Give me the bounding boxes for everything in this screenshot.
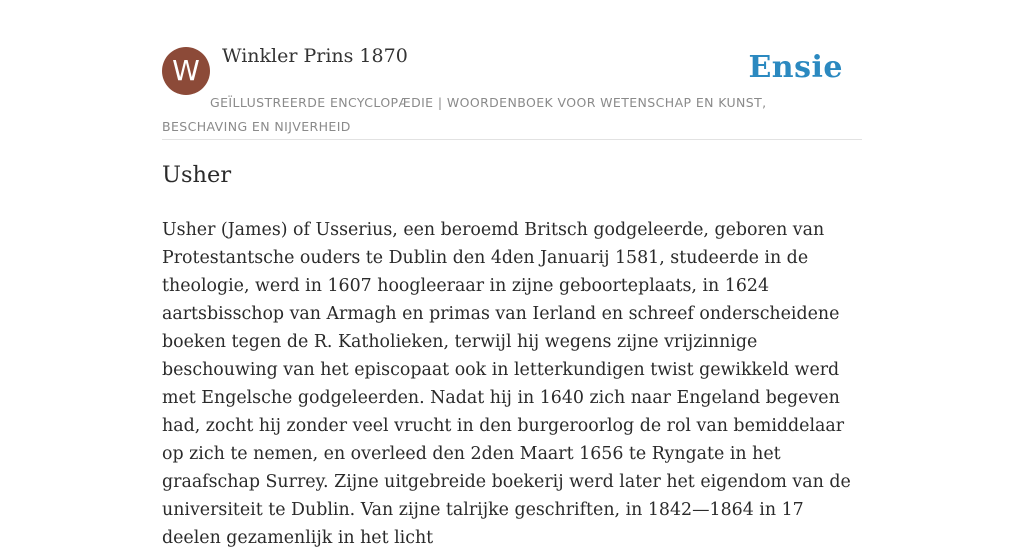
source-title[interactable]: Winkler Prins 1870 bbox=[222, 45, 408, 67]
article-body: Usher (James) of Usserius, een beroemd Britsch godgeleerde, geboren van Protestantsche ouders te Dublin den 4den Januarij 1581, studeerde in de theologie, werd in 1607 hoogleeraar in zijne geboorteplaats, in 1624 aartsbisschop van Armagh en primas van Ierland en schreef onderscheidene boeken tegen de R. Katholieken, terwijl hij wegens zijne vrijzinnige beschouwing van het episcopaat ook in letterkundigen twist gewikkeld werd met Engelsche godgeleerden. Nadat hij in 1640 zich naar Engeland begeven had, zocht hij zonder veel vrucht in den burgeroorlog de rol van bemiddelaar op zich te nemen, en overleed den 2den Maart 1656 te Ryngate in het graafschap Surrey. Zijne uitgebreide boekerij werd later het eigendom van de universiteit te Dublin. Van zijne talrijke geschriften, in 1842—1864 in 17 deelen gezamenlijk in het licht bbox=[162, 220, 851, 548]
brand-logo[interactable]: Ensie bbox=[748, 50, 843, 85]
avatar[interactable]: W bbox=[162, 47, 210, 95]
source-subtitle: GEÏLLUSTREERDE ENCYCLOPÆDIE | WOORDENBOEK VOOR WETENSCHAP EN KUNST, BESCHAVING EN NIJVERHEID bbox=[162, 95, 767, 134]
divider bbox=[162, 139, 862, 140]
article-title: Usher bbox=[162, 162, 232, 188]
